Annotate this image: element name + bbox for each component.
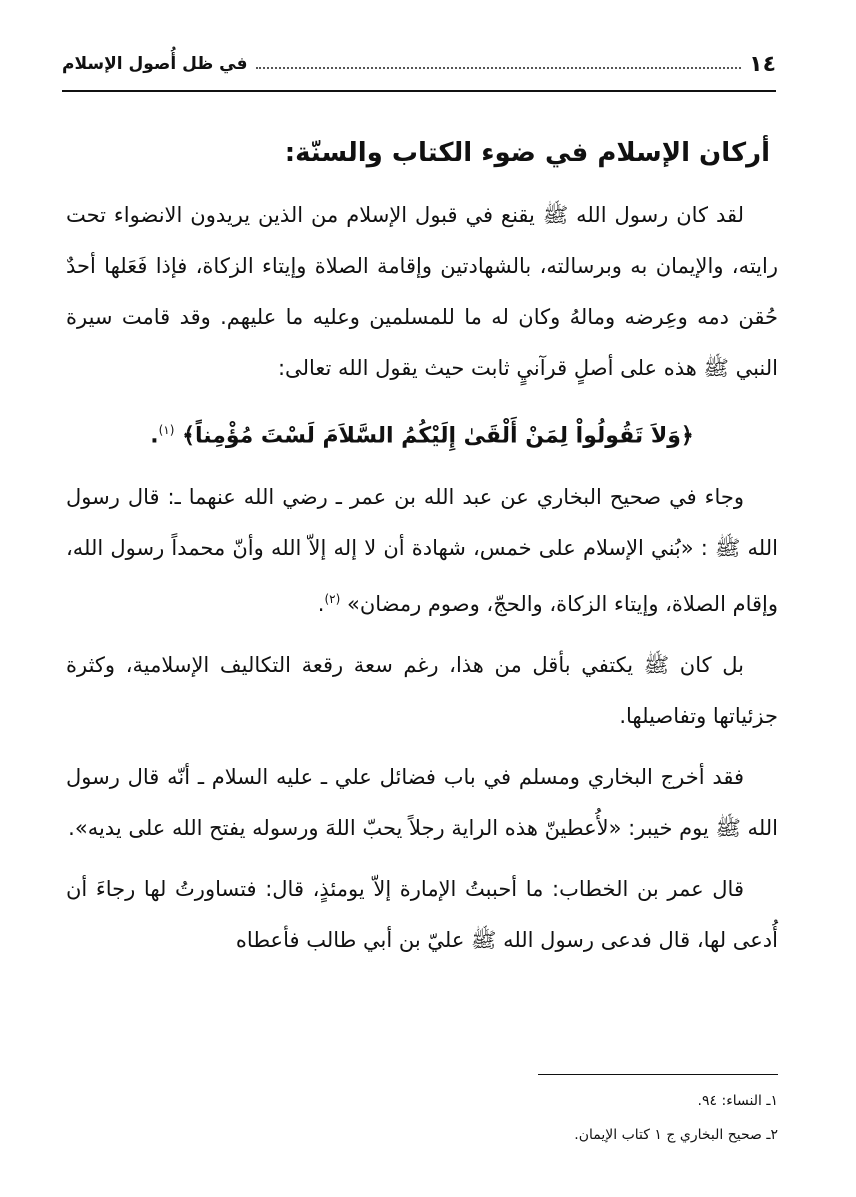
paragraph-2-text: وجاء في صحيح البخاري عن عبد الله بن عمر ـ رضي الله عنهما ـ: قال رسول الله ﷺ : «بُني الإسلام على خمس، شهادة أن لا إله إلاّ الله وأنّ محمداً رسول الله، وإقام الصلاة، وإيتاء الزكاة، والحجّ، وصوم رمضان» bbox=[66, 485, 778, 617]
section-title: أركان الإسلام في ضوء الكتاب والسنّة: bbox=[284, 138, 770, 168]
page-number: ١٤ bbox=[749, 51, 776, 77]
footnote-1: ١ـ النساء: ٩٤. bbox=[697, 1093, 778, 1109]
quran-verse bbox=[66, 404, 778, 462]
header-dotted-leader bbox=[256, 65, 742, 69]
paragraph-3: بل كان ﷺ يكتفي بأقل من هذا، رغم سعة رقعة التكاليف الإسلامية، وكثرة جزئياتها وتفاصيلها. bbox=[66, 653, 778, 729]
footnotes bbox=[66, 1084, 778, 1152]
footnote-ref-2: (٢) bbox=[324, 592, 341, 607]
paragraph-2-end: . bbox=[317, 592, 325, 617]
page-body bbox=[66, 138, 778, 976]
verse-text: ﴿وَلاَ تَقُولُواْ لِمَنْ أَلْقَىٰ إِلَيْكُمُ السَّلاَمَ لَسْتَ مُؤْمِناً﴾ bbox=[182, 423, 694, 449]
header-rule bbox=[62, 90, 776, 92]
running-header bbox=[62, 42, 776, 86]
paragraph-4: فقد أخرج البخاري ومسلم في باب فضائل علي ـ عليه السلام ـ أنّه قال رسول الله ﷺ يوم خيبر: «لأُعطينّ هذه الراية رجلاً يحبّ اللهَ ورسوله يفتح الله على يديه». bbox=[66, 765, 778, 841]
footnote-separator bbox=[538, 1074, 778, 1075]
verse-end: . bbox=[150, 423, 159, 449]
paragraph-5: قال عمر بن الخطاب: ما أحببتُ الإمارة إلاّ يومئذٍ، قال: فتساورتُ لها رجاءَ أن أُدعى لها، قال فدعى رسول الله ﷺ عليّ بن أبي طالب فأعطاه bbox=[66, 877, 778, 953]
footnote-ref-1: (١) bbox=[158, 423, 175, 437]
running-title: في ظل أُصول الإسلام bbox=[62, 54, 248, 74]
footnote-2: ٢ـ صحيح البخاري ج ١ كتاب الإيمان. bbox=[574, 1127, 778, 1143]
paragraph-2 bbox=[66, 472, 778, 630]
paragraph-1: لقد كان رسول الله ﷺ يقنع في قبول الإسلام من الذين يريدون الانضواء تحت رايته، والإيمان به وبرسالته، بالشهادتين وإقامة الصلاة وإيتاء الزكاة، فإذا فَعَلها أحدٌ حُقن دمه وعِرضه ومالهُ وكان له ما للمسلمين وعليه ما عليهم. وقد قامت سيرة النبي ﷺ هذه على أصلٍ قرآنيٍ ثابت حيث يقول الله تعالى: bbox=[66, 203, 778, 380]
